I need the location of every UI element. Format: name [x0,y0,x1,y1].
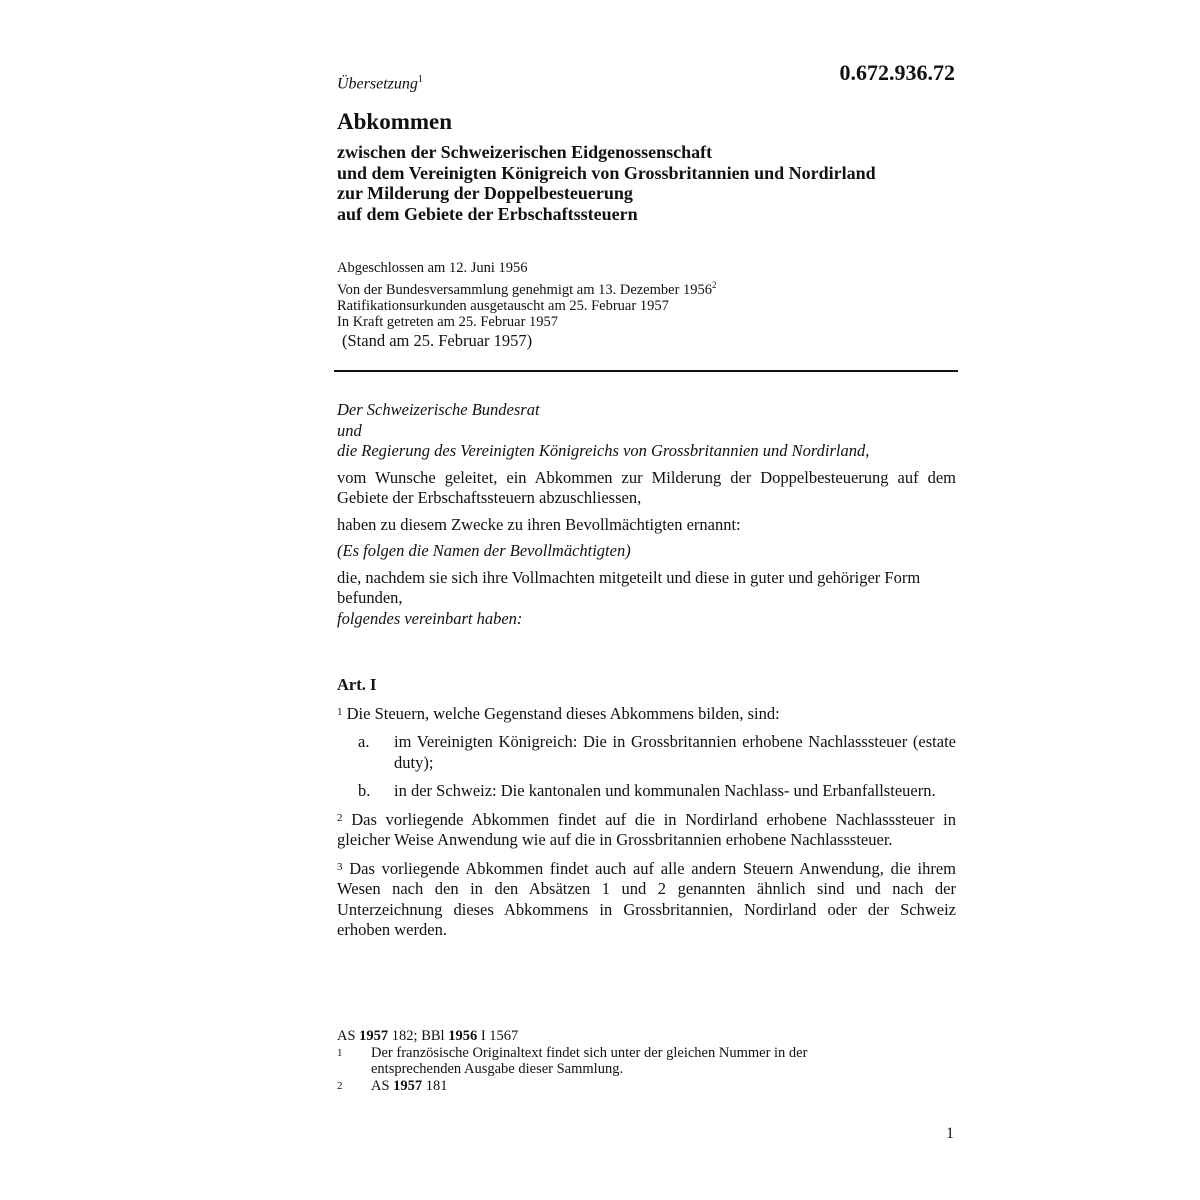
footnote-ref-1: 1 [417,74,423,85]
translation-label [337,74,423,93]
date-approved [337,277,717,298]
ref-year: 1957 [393,1077,423,1094]
paragraph-number: 2 [337,811,343,824]
ref-year: 1957 [359,1028,389,1044]
ref-text: 182; BBl [388,1028,449,1044]
footnote-2 [337,1078,897,1095]
preamble-and: und [337,420,362,440]
paragraph-number: 3 [337,860,343,873]
date-ratification: Ratifikationsurkunden ausgetauscht am 25. Februar 1957 [337,297,669,314]
document-subtitle [337,142,967,224]
paragraph-text: Das vorliegende Abkommen findet auf die in Nordirland erhobene Nachlasssteuer in gleicher Weise Anwendung wie auf die in Grossbritannien erhobene Nachlasssteuer. [337,809,957,849]
source-reference [337,1028,897,1045]
ref-year: 1956 [448,1028,478,1044]
article-title: Art. I [337,675,377,694]
translation-text: Übersetzung [337,75,418,93]
ref-text: I 1567 [477,1028,519,1044]
subtitle-line: zwischen der Schweizerischen Eidgenossenschaft [337,142,713,162]
footnote-ref-2: 2 [712,279,717,290]
date-concluded: Abgeschlossen am 12. Juni 1956 [337,260,528,276]
footnote-text [371,1078,448,1095]
tax-list [337,732,956,802]
subtitle-line: und dem Vereinigten Königreich von Grossbritannien und Nordirland [337,162,876,183]
footnote-number: 2 [337,1079,343,1092]
subtitle-line: zur Milderung der Doppelbesteuerung [337,183,633,203]
footnote-number: 1 [337,1046,343,1059]
list-marker: a. [358,732,370,751]
article-paragraph-3 [337,857,956,941]
status-date: (Stand am 25. Februar 1957) [342,331,533,350]
preamble-paragraph: haben zu diesem Zwecke zu ihren Bevollmächtigten ernannt: [337,514,741,534]
document-title: Abkommen [337,109,453,134]
preamble-party-1: Der Schweizerische Bundesrat [337,400,540,419]
date-approved-text: Von der Bundesversammlung genehmigt am 13. Dezember 1956 [337,281,713,298]
list-item-text: in der Schweiz: Die kantonalen und kommunalen Nachlass- und Erbanfallsteuern. [394,781,936,800]
preamble-party-2: die Regierung des Vereinigten Königreichs von Grossbritannien und Nordirland, [337,441,870,460]
page-number: 1 [946,1125,954,1142]
list-item [337,732,956,773]
list-item [337,781,956,802]
paragraph-text: Das vorliegende Abkommen findet auch auf alle andern Steuern Anwendung, die ihrem Wesen nach den in den Absätzen 1 und 2 genannten ähnlich sind und nach der Unterzeichnung dieses Abkommens in Grossbritannien, Nordirland oder der Schweiz erhoben werden. [337,858,956,939]
ref-text: AS [371,1077,394,1094]
preamble-paragraph: vom Wunsche geleitet, ein Abkommen zur Milderung der Doppelbesteuerung auf dem Gebiete der Erbschaftssteuern abzuschliessen, [337,467,956,507]
ref-text: 181 [422,1077,448,1094]
paragraph-number: 1 [337,705,343,718]
ref-text: AS [337,1028,360,1044]
divider-rule [334,370,958,372]
date-in-force: In Kraft getreten am 25. Februar 1957 [337,314,559,331]
sr-number: 0.672.936.72 [839,60,955,85]
date-block [337,260,717,331]
preamble-paragraph: folgendes vereinbart haben: [337,608,523,628]
list-marker: b. [358,781,371,800]
paragraph-text: Die Steuern, welche Gegenstand dieses Abkommens bilden, sind: [346,703,780,723]
list-item-text: im Vereinigten Königreich: Die in Grossbritannien erhobene Nachlasssteuer (estate duty); [394,732,956,772]
preamble-paragraph: (Es folgen die Namen der Bevollmächtigten) [337,541,631,560]
footnote-text: Der französische Originaltext findet sich unter der gleichen Nummer in der entsprechenden Ausgabe dieser Sammlung. [371,1044,808,1077]
footnotes [337,1028,897,1094]
preamble-paragraph: die, nachdem sie sich ihre Vollmachten mitgeteilt und diese in guter und gehöriger Form befunden, [337,567,921,607]
document-body [337,400,956,941]
footnote-1 [337,1045,897,1078]
article-paragraph-2 [337,808,956,851]
subtitle-line: auf dem Gebiete der Erbschaftssteuern [337,203,638,224]
article-paragraph-1 [337,702,956,725]
